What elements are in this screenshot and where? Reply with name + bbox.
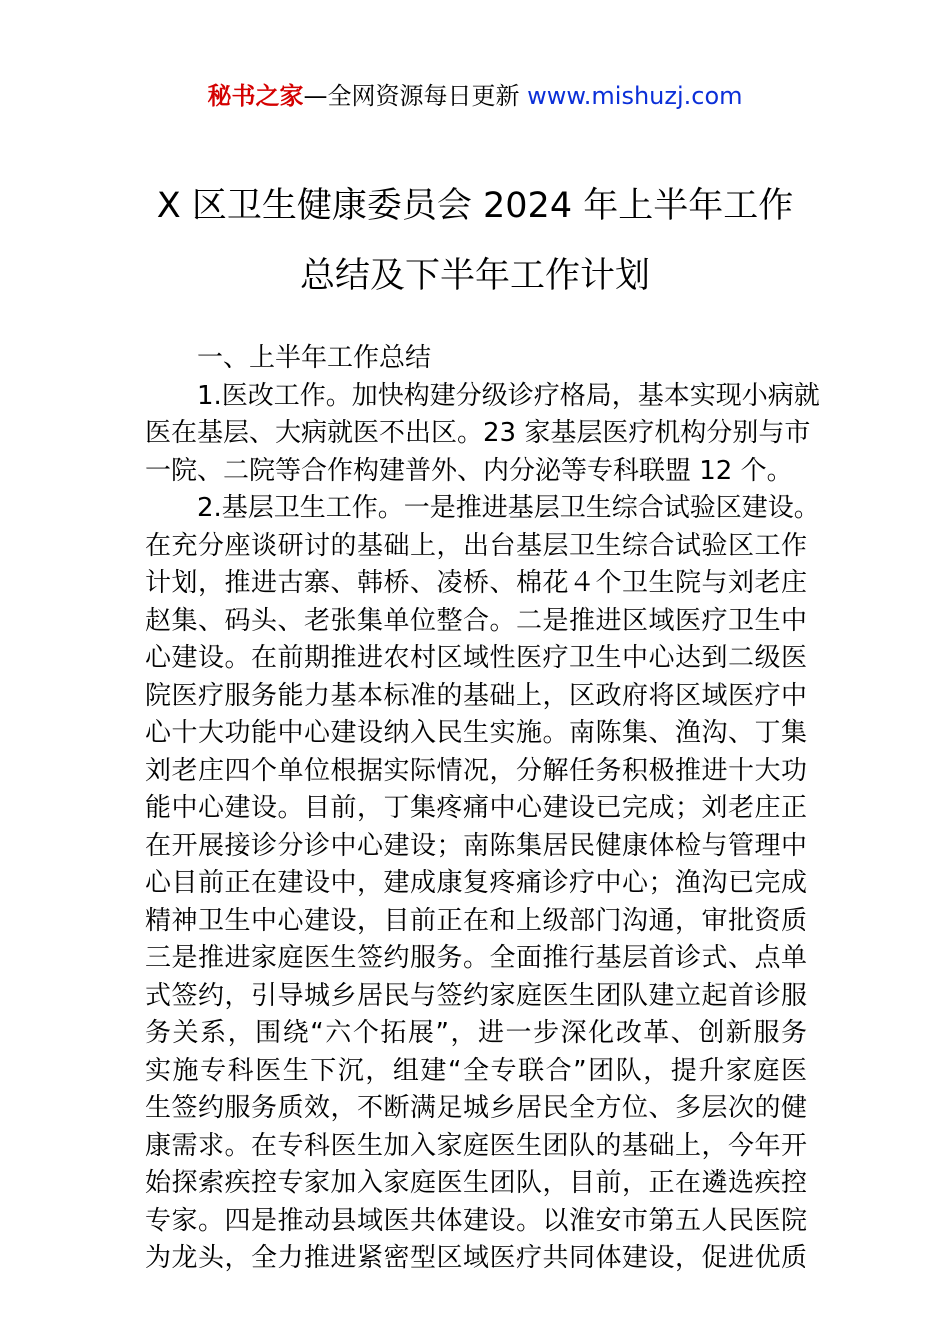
- body-line: 心十大功能中心建设纳入民生实施。南陈集、渔沟、丁集: [145, 718, 807, 748]
- document-body: [145, 340, 820, 1278]
- body-line: 在充分座谈研讨的基础上，出台基层卫生综合试验区工作: [145, 530, 807, 561]
- document-title-line-1: X 区卫生健康委员会 2024 年上半年工作: [156, 186, 794, 226]
- body-line: 专家。四是推动县域医共体建设。以淮安市第五人民医院: [145, 1205, 807, 1236]
- document-title-line-2: 总结及下半年工作计划: [299, 256, 650, 296]
- body-line: 始探索疾控专家加入家庭医生团队，目前，正在遴选疾控: [145, 1168, 807, 1198]
- body-line: 医在基层、大病就医不出区。23 家基层医疗机构分别与市: [145, 418, 811, 448]
- body-line: 务关系，围绕“六个拓展”，进一步深化改革、创新服务: [145, 1018, 807, 1048]
- body-line: 院医疗服务能力基本标准的基础上，区政府将区域医疗中: [145, 680, 807, 711]
- body-line: 计划，推进古寨、韩桥、凌桥、棉花４个卫生院与刘老庄: [145, 568, 807, 598]
- body-line: 三是推进家庭医生签约服务。全面推行基层首诊式、点单: [145, 943, 807, 973]
- site-header: [0, 80, 950, 112]
- body-line: 为龙头，全力推进紧密型区域医疗共同体建设，促进优质: [145, 1243, 807, 1273]
- body-line: 心建设。在前期推进农村区域性医疗卫生中心达到二级医: [145, 643, 807, 673]
- brand-name: 秘书之家: [207, 82, 304, 110]
- body-line: 实施专科医生下沉，组建“全专联合”团队，提升家庭医: [145, 1055, 807, 1086]
- body-line: 一院、二院等合作构建普外、内分泌等专科联盟 12 个。: [145, 455, 793, 486]
- header-tagline: —全网资源每日更新: [303, 82, 520, 110]
- site-url-link[interactable]: www.mishuzj.com: [527, 82, 743, 110]
- body-line: 赵集、码头、老张集单位整合。二是推进区域医疗卫生中: [145, 605, 807, 636]
- body-line: 刘老庄四个单位根据实际情况，分解任务积极推进十大功: [145, 755, 807, 786]
- body-line: 能中心建设。目前，丁集疼痛中心建设已完成；刘老庄正: [145, 793, 807, 823]
- body-line: 心目前正在建设中，建成康复疼痛诊疗中心；渔沟已完成: [145, 868, 807, 898]
- body-line: 生签约服务质效，不断满足城乡居民全方位、多层次的健: [145, 1093, 807, 1123]
- body-line: 2.基层卫生工作。一是推进基层卫生综合试验区建设。: [197, 493, 820, 523]
- body-line: 在开展接诊分诊中心建设；南陈集居民健康体检与管理中: [145, 830, 807, 861]
- body-line: 式签约，引导城乡居民与签约家庭医生团队建立起首诊服: [145, 980, 807, 1011]
- section-heading: 一、上半年工作总结: [197, 343, 432, 373]
- body-line: 康需求。在专科医生加入家庭医生团队的基础上，今年开: [145, 1130, 807, 1161]
- body-line: 1.医改工作。加快构建分级诊疗格局，基本实现小病就: [197, 380, 820, 411]
- body-line: 精神卫生中心建设，目前正在和上级部门沟通，审批资质: [145, 905, 807, 936]
